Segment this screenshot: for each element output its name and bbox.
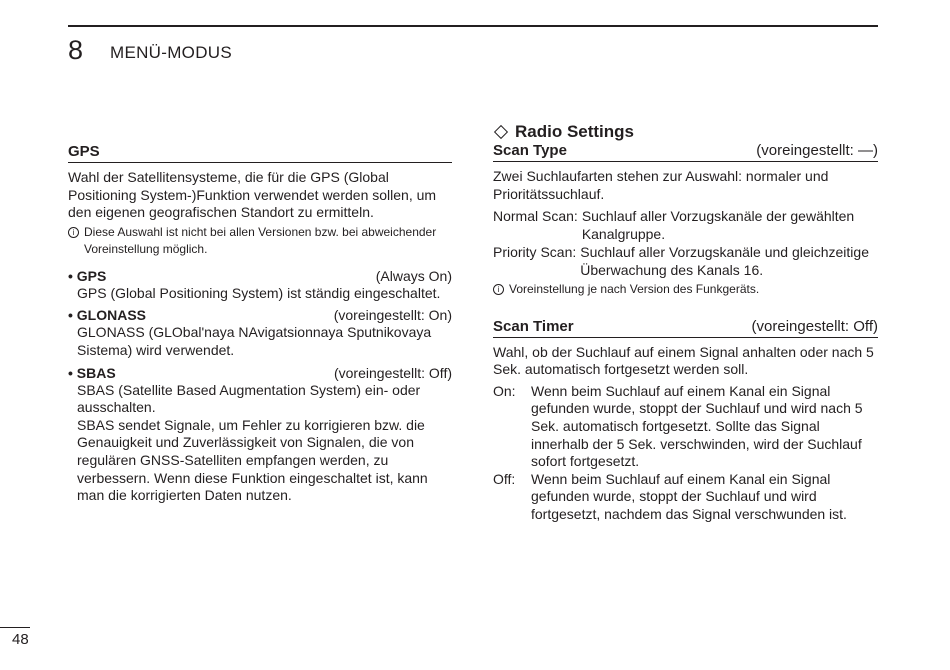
gps-option-status: (Always On) xyxy=(375,267,452,284)
scan-timer-on-desc: Wenn beim Suchlauf auf einem Kanal ein Signal gefunden wurde, stoppt der Suchlauf und wird nach 5 Sek. automatisch fortgesetzt. Sollte das Signal innerhalb der 5 Sek. verschwinden, wird der Suchlauf sofort fortgesetzt. xyxy=(531,382,863,470)
info-icon: i xyxy=(493,284,504,295)
priority-scan-desc: Suchlauf aller Vorzugskanäle und gleichzeitige Überwachung des Kanals 16. xyxy=(580,244,869,278)
glonass-option-status: (voreingestellt: On) xyxy=(333,307,452,324)
glonass-option-text: GLONASS (GLObal'naya NAvigatsionnaya Sputnikovaya Sistema) wird verwendet. xyxy=(77,324,432,358)
top-rule xyxy=(68,25,878,27)
sbas-option xyxy=(68,364,452,505)
scan-timer-intro: Wahl, ob der Suchlauf auf einem Signal anhalten oder nach 5 Sek. automatisch fortgesetzt werden soll. xyxy=(493,343,874,378)
gps-heading: GPS xyxy=(68,143,100,160)
scan-type-heading: Scan Type xyxy=(493,142,567,159)
scan-timer-heading: Scan Timer xyxy=(493,317,574,335)
gps-intro: Wahl der Satellitensysteme, die für die GPS (Global Positioning System-)Funktion verwendet werden sollen, um den eigenen geografischen Standort zu ermitteln. xyxy=(68,169,437,221)
gps-note xyxy=(68,224,452,258)
scan-timer-heading-row xyxy=(493,318,878,338)
scan-timer-default: (voreingestellt: Off) xyxy=(751,317,878,335)
left-column xyxy=(68,143,452,505)
scan-type-note xyxy=(493,281,878,298)
normal-scan-term: Normal Scan: xyxy=(493,208,578,225)
info-icon: i xyxy=(68,227,79,238)
scan-type-heading-row xyxy=(493,142,878,162)
page-number: 48 xyxy=(12,631,29,648)
radio-settings-title xyxy=(493,122,878,142)
glonass-option-name: • GLONASS xyxy=(68,307,147,324)
chapter-number: 8 xyxy=(68,35,84,65)
page-number-rule xyxy=(0,627,30,628)
scan-timer-on-definition xyxy=(493,383,878,471)
sbas-option-text: SBAS (Satellite Based Augmentation System) ein- oder ausschalten. xyxy=(77,381,421,416)
scan-timer-on-term: On: xyxy=(493,382,516,399)
scan-timer-off-definition xyxy=(493,471,878,524)
gps-option xyxy=(68,267,452,303)
scan-type-intro: Zwei Suchlaufarten stehen zur Auswahl: normaler und Prioritätssuchlauf. xyxy=(493,168,829,202)
sbas-option-status: (voreingestellt: Off) xyxy=(333,364,452,381)
gps-heading-row xyxy=(68,143,452,163)
sbas-option-text-2: SBAS sendet Signale, um Fehler zu korrigieren bzw. die Genauigkeit und Zuverlässigkeit von Signalen, die von regulären GNSS-Satelliten empfangen werden, zu verbessern. Wenn diese Funktion eingeschaltet ist, kann man die korrigierten Daten nutzen. xyxy=(77,416,428,504)
scan-timer-off-term: Off: xyxy=(493,470,516,487)
right-column xyxy=(493,122,878,524)
radio-settings-label: Radio Settings xyxy=(515,122,635,141)
chapter-title: MENÜ-MODUS xyxy=(110,43,232,62)
priority-scan-definition xyxy=(493,244,878,279)
scan-type-note-text: Voreinstellung je nach Version des Funkgeräts. xyxy=(509,281,760,296)
scan-timer-off-desc: Wenn beim Suchlauf auf einem Kanal ein Signal gefunden wurde, stoppt der Suchlauf und wird fortgesetzt, nachdem das Signal verschwunden ist. xyxy=(531,470,847,522)
normal-scan-definition xyxy=(493,208,878,243)
sbas-option-name: • SBAS xyxy=(68,364,116,381)
gps-option-text: GPS (Global Positioning System) ist ständig eingeschaltet. xyxy=(77,284,441,301)
scan-type-default: (voreingestellt: —) xyxy=(756,142,878,159)
diamond-icon xyxy=(494,125,508,139)
gps-option-name: • GPS xyxy=(68,267,107,284)
glonass-option xyxy=(68,306,452,359)
priority-scan-term: Priority Scan: xyxy=(493,244,577,261)
normal-scan-desc: Suchlauf aller Vorzugskanäle der gewählten Kanalgruppe. xyxy=(581,208,855,242)
gps-note-text: Diese Auswahl ist nicht bei allen Versionen bzw. bei abweichender Voreinstellung möglich. xyxy=(84,224,437,256)
